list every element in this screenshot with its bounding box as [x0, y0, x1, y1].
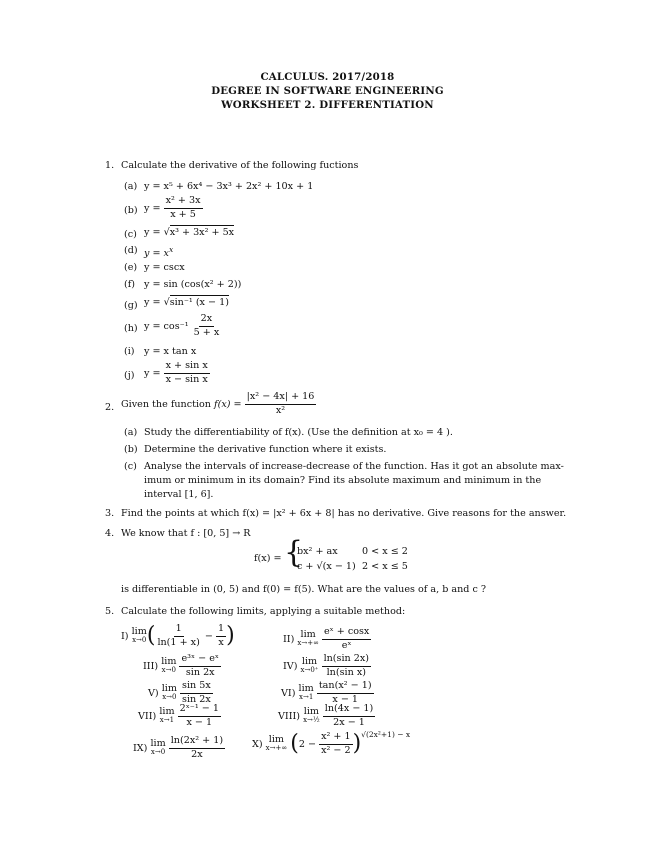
limit-VIII: VIII) lim x→½ $\frac{\ln(4x - 1)}{2x - 1}$	[278, 703, 374, 728]
q1-item-label: (c)	[124, 229, 137, 240]
q4-case1-cond: 0 < x ≤ 2	[362, 546, 408, 557]
limit-I: I) lim x→0 ( $\frac{1}{\ln(1 + x)}$ − $\frac{1}{x}$ )	[121, 623, 235, 649]
q1-b-expr	[144, 196, 203, 220]
header-line-2: DEGREE IN SOFTWARE ENGINEERING	[211, 85, 444, 97]
q4-case2-cond: 2 < x ≤ 5	[362, 561, 408, 572]
q4-fx: f(x) =	[254, 553, 282, 564]
limit-IV: IV) lim x→0⁺ $\frac{\ln(\sin 2x)}{\text{ln(sin x)}}$	[283, 653, 370, 678]
q1-j-fraction: $\frac{\text{x + sin x}}{\text{x − sin x}}$	[165, 360, 208, 385]
q1-j-expr: y = $\frac{\text{x + sin x}}{\text{x − sin x}}$	[144, 360, 208, 385]
q5-text: Calculate the following limits, applying a suitable method:	[121, 606, 406, 617]
q1-e-expr: y = cscx	[144, 262, 185, 273]
q1-g-expr: y = √sin⁻¹ (x − 1)	[144, 297, 229, 308]
q2-a-text: Study the differentiability of f(x). (Use the definition at x₀ = 4 ).	[144, 427, 453, 438]
q2-c-line3: interval [1, 6].	[144, 489, 214, 500]
limit-VII: VII) lim x→1 $\frac{\text{2ˣ⁻¹ − 1}}{x - 1}$	[138, 703, 219, 728]
q2-item-label: (b)	[124, 444, 138, 455]
q1-c-expr: y = √x³ + 3x² + 5x	[144, 227, 235, 238]
limit-VI: VI) lim x→1 $\frac{\text{tan(x² − 1)}}{x - 1}$	[281, 680, 372, 705]
q1-f-expr: y = sin (cos(x² + 2))	[144, 279, 242, 290]
q2-b-text: Determine the derivative function where it exists.	[144, 444, 387, 455]
q4-number: 4.	[105, 528, 115, 539]
q1-a-expr: y = x⁵ + 6x⁴ − 3x³ + 2x² + 10x + 1	[144, 181, 314, 192]
q1-g-radicand: sin⁻¹ (x − 1)	[169, 297, 229, 308]
q1-item-label: (a)	[124, 181, 138, 192]
limit-V: V) lim x→0 $\frac{\sin 5x}{\sin 2x}$	[148, 680, 211, 705]
q1-item-label: (g)	[124, 300, 138, 311]
q2-item-label: (c)	[124, 461, 137, 472]
q4-after-text: is differentiable in (0, 5) and f(0) = f(5). What are the values of a, b and c ?	[121, 584, 487, 595]
q1-item-label: (j)	[124, 370, 135, 381]
q4-brace: {	[284, 535, 304, 570]
header-line-3: WORKSHEET 2. DIFFERENTIATION	[221, 99, 434, 111]
q2-text: Given the function f(x) = $\frac{\text{|x² − 4x| + 16}}{\text{x²}}$	[121, 391, 315, 416]
q1-item-label: (h)	[124, 323, 138, 334]
q5-number: 5.	[105, 606, 115, 617]
q4-case1-expr: bx² + ax	[297, 546, 338, 557]
limit-II: II) lim x→+∞ $\frac{\text{eˣ + cosx}}{\text{eˣ}}$	[283, 626, 370, 651]
q3-number: 3.	[105, 508, 115, 519]
limit-IX: IX) lim x→0 $\frac{\text{ln(2x² + 1)}}{2x}$	[133, 735, 224, 760]
header-line-1: CALCULUS. 2017/2018	[260, 71, 395, 83]
q1-h-fraction: $\frac{2x}{5 + x}$	[193, 313, 220, 338]
q3-text: Find the points at which f(x) = |x² + 6x + 8| has no derivative. Give reasons for the answer.	[121, 508, 567, 519]
q2-fraction: $\frac{\text{|x² − 4x| + 16}}{\text{x²}}$	[246, 391, 315, 416]
q2-c-line1: Analyse the intervals of increase-decrease of the function. Has it got an absolute max-	[144, 461, 564, 472]
limit-III: III) lim x→0 $\frac{\text{e³ˣ − eˣ}}{\sin 2x}$	[143, 653, 219, 678]
q1-c-radicand: x³ + 3x² + 5x	[169, 227, 235, 238]
limit-X-exponent: √(2x²+1) − x	[361, 730, 411, 739]
q1-item-label: (f)	[124, 279, 136, 290]
q1-item-label: (d)	[124, 245, 138, 256]
q1-item-label: (b)	[124, 205, 138, 216]
q2-c-line2: imum or minimum in its domain? Find its absolute maximum and minimum in the	[144, 475, 542, 486]
q1-item-label: (i)	[124, 346, 135, 357]
q1-b-lhs: y =	[144, 202, 161, 214]
q1-i-expr: y = x tan x	[144, 346, 197, 357]
q2-number: 2.	[105, 402, 115, 413]
q1-item-label: (e)	[124, 262, 138, 273]
q2-item-label: (a)	[124, 427, 138, 438]
q1-text: Calculate the derivative of the following fuctions	[121, 160, 359, 171]
q1-number: 1.	[105, 160, 115, 171]
q4-case2-expr: c + √(x − 1)	[297, 561, 356, 572]
q1-h-expr: y = cos⁻¹ $\frac{2x}{5 + x}$	[144, 313, 220, 338]
q1-d-expr: $y = x^x$	[144, 245, 174, 260]
limit-X: X) lim x→+∞ ( 2 − $\frac{\text{x² + 1}}{\text{x² − 2}}$ ) √(2x²+1) − x	[252, 730, 411, 757]
q4-text: We know that f : [0, 5] → R	[121, 528, 251, 539]
q1-b-fraction: $\frac{\text{x² + 3x}}{x + 5}$	[165, 195, 201, 220]
